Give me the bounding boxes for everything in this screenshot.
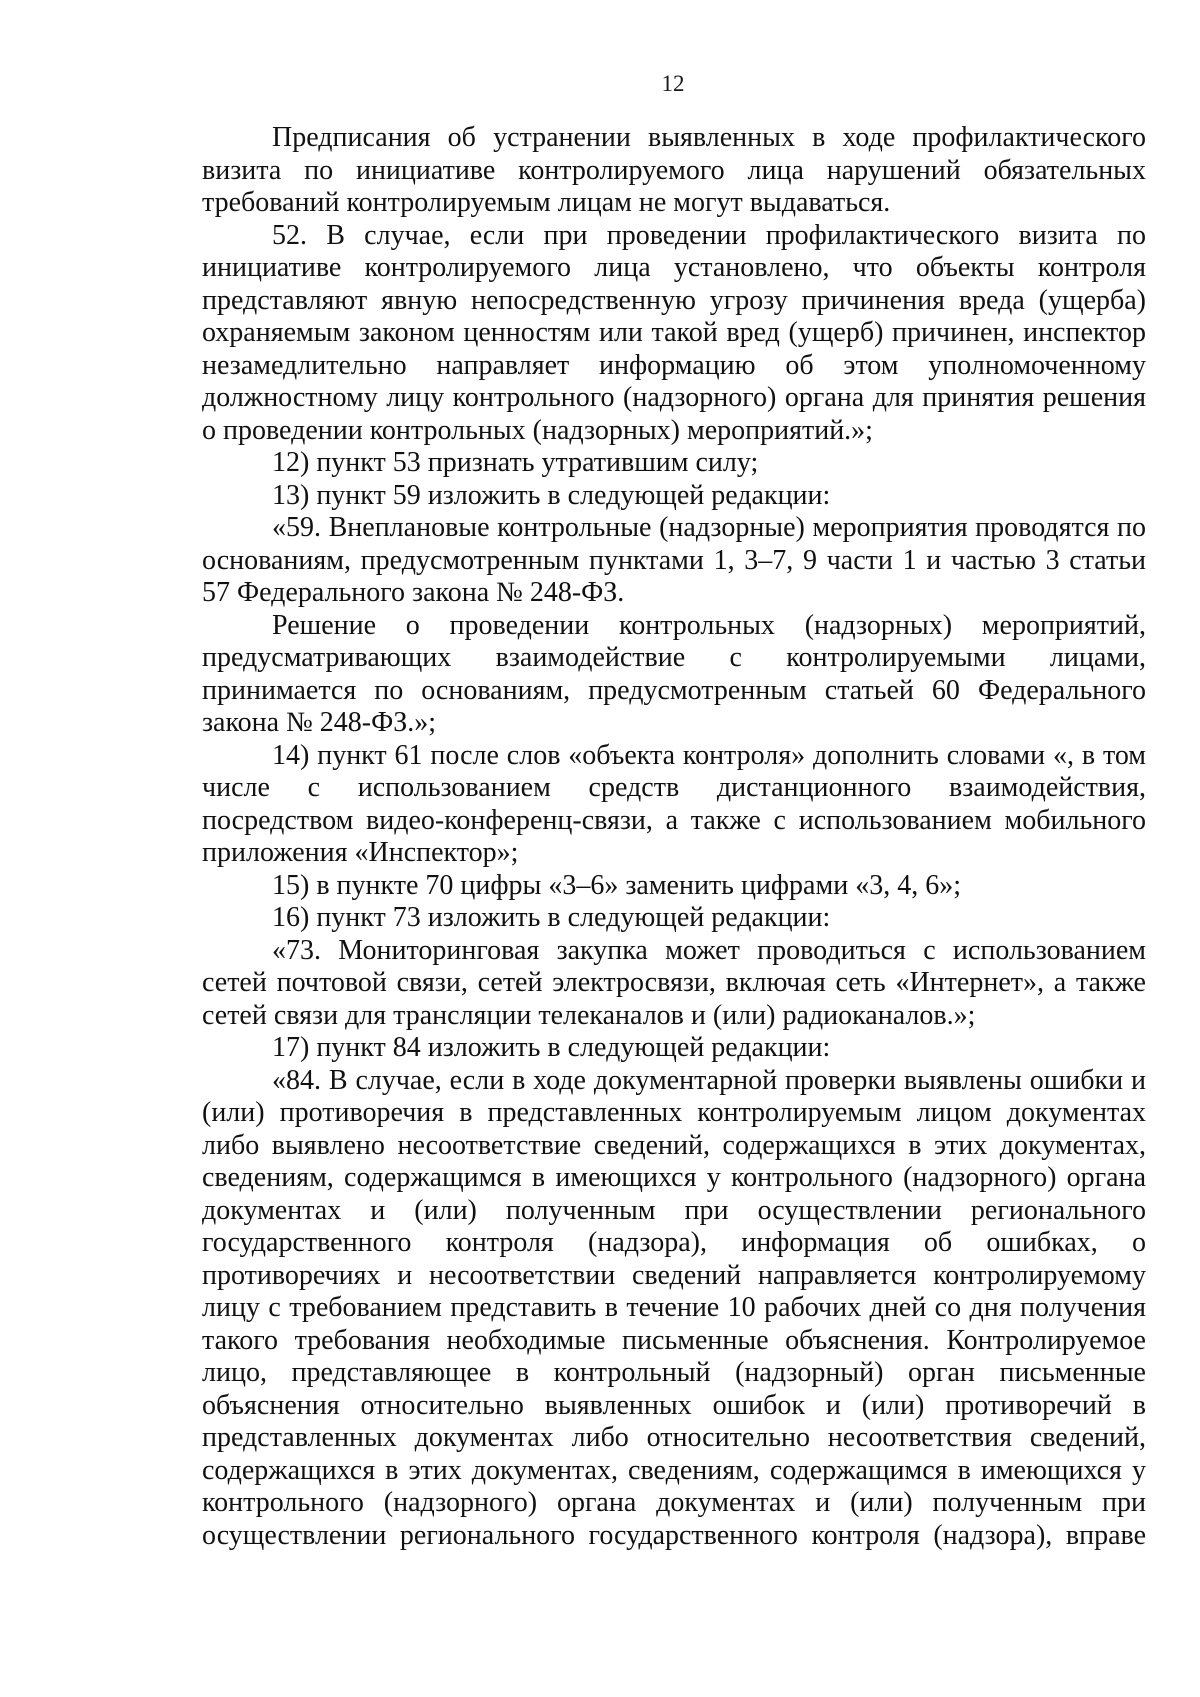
paragraph-amendment-17: 17) пункт 84 изложить в следующей редакции: bbox=[272, 1032, 831, 1063]
paragraph-amendment-14: 14) пункт 61 после слов «объекта контроля» дополнить словами «, в том числе с использованием средств дистанционного взаимодействия, посредством видео-конференц-связи, а также с использованием мобильного приложения «Инспектор»; bbox=[202, 739, 1146, 868]
paragraph-amendment-15: 15) в пункте 70 цифры «3–6» заменить цифрами «3, 4, 6»; bbox=[272, 869, 961, 901]
page-number: 12 bbox=[661, 71, 685, 96]
paragraph-amendment-13: 13) пункт 59 изложить в следующей редакции: bbox=[272, 479, 831, 511]
paragraph-amendment-12: 12) пункт 53 признать утратившим силу; bbox=[272, 447, 759, 478]
paragraph-item-52: 52. В случае, если при проведении профилактического визита по инициативе контролируемого лица установлено, что объекты контроля представляют явную непосредственную угрозу причинения вреда (ущерба) охраняемым законом ценностям или такой вред (ущерб) причинен, инспектор незамедлительно направляет информацию об этом уполномоченному должностному лицу контрольного (надзорного) органа для принятия решения о проведении контрольных (надзорных) мероприятий.»; bbox=[202, 219, 1146, 446]
paragraph-item-84: «84. В случае, если в ходе документарной проверки выявлены ошибки и (или) противоречия в представленных контролируемым лицом документах либо выявлено несоответствие сведений, содержащихся в этих документах, сведениям, содержащимся в имеющихся у контрольного (надзорного) органа документах и (или) полученным при осуществлении регионального государственного контроля (надзора), информация об ошибках, о противоречиях и несоответствии сведений направляется контролируемому лицу с требованием представить в течение 10 рабочих дней со дня получения такого требования необходимые письменные объяснения. Контролируемое лицо, представляющее в контрольный (надзорный) орган письменные объяснения относительно выявленных ошибок и (или) противоречий в представленных документах либо относительно несоответствия сведений, содержащихся в этих документах, сведениям, содержащимся в имеющихся у контрольного (надзорного) органа документах и (или) полученным при осуществлении регионального государственного контроля (надзора), вправе bbox=[202, 1064, 1146, 1551]
paragraph-amendment-16: 16) пункт 73 изложить в следующей редакции: bbox=[272, 902, 831, 933]
document-body bbox=[202, 122, 1146, 1552]
paragraph-decision: Решение о проведении контрольных (надзорных) мероприятий, предусматривающих взаимодействие с контролируемыми лицами, принимается по основаниям, предусмотренным статьей 60 Федерального закона № 248-ФЗ.»; bbox=[202, 609, 1146, 738]
paragraph-prescriptions: Предписания об устранении выявленных в ходе профилактического визита по инициативе контролируемого лица нарушений обязательных требований контролируемым лицам не могут выдаваться. bbox=[202, 122, 1146, 218]
paragraph-item-73: «73. Мониторинговая закупка может проводиться с использованием сетей почтовой связи, сетей электросвязи, включая сеть «Интернет», а также сетей связи для трансляции телеканалов и (или) радиоканалов.»; bbox=[202, 934, 1146, 1031]
paragraph-item-59: «59. Внеплановые контрольные (надзорные) мероприятия проводятся по основаниям, предусмотренным пунктами 1, 3–7, 9 части 1 и частью 3 статьи 57 Федерального закона № 248-ФЗ. bbox=[202, 512, 1146, 608]
